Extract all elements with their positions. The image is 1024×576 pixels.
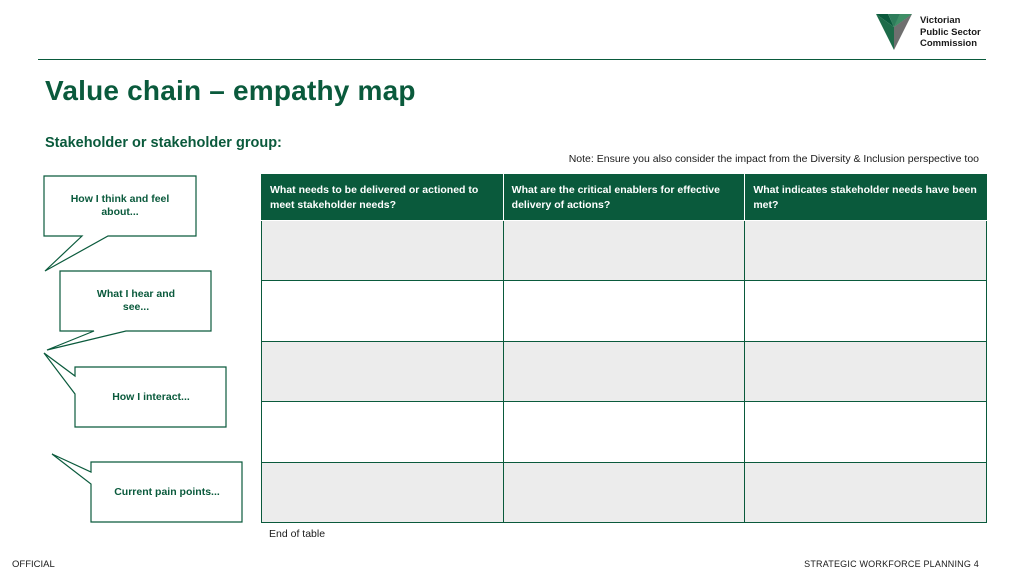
table-cell[interactable] xyxy=(503,281,745,342)
table-cell[interactable] xyxy=(503,402,745,463)
header-enablers: What are the critical enablers for effective delivery of actions? xyxy=(503,174,745,220)
bubble-hear-label: What I hear and see... xyxy=(96,288,176,313)
page-footer: STRATEGIC WORKFORCE PLANNING 4 xyxy=(804,559,979,569)
bubble-interact-label: How I interact... xyxy=(112,390,190,403)
table-cell[interactable] xyxy=(503,462,745,523)
table-cell[interactable] xyxy=(745,402,987,463)
logo-line-1: Victorian xyxy=(920,15,961,26)
table-cell[interactable] xyxy=(262,281,504,342)
table-cell[interactable] xyxy=(745,462,987,523)
table-header-row xyxy=(262,174,987,220)
diversity-note: Note: Ensure you also consider the impact from the Diversity & Inclusion perspective too xyxy=(568,153,979,165)
table-row xyxy=(262,341,987,402)
table-cell[interactable] xyxy=(745,281,987,342)
table-cell[interactable] xyxy=(503,220,745,281)
vpsc-logo-text xyxy=(920,15,981,50)
table-cell[interactable] xyxy=(262,462,504,523)
bubble-think-label: How I think and feel about... xyxy=(70,193,170,218)
classification-label: OFFICIAL xyxy=(12,559,55,570)
page-title: Value chain – empathy map xyxy=(45,75,416,106)
table-row xyxy=(262,220,987,281)
table-cell[interactable] xyxy=(745,341,987,402)
end-of-table-note: End of table xyxy=(269,528,326,540)
bubble-pain-label: Current pain points... xyxy=(114,485,220,498)
table-cell[interactable] xyxy=(262,220,504,281)
table-cell[interactable] xyxy=(503,341,745,402)
table-cell[interactable] xyxy=(262,341,504,402)
table-row xyxy=(262,402,987,463)
stakeholder-label: Stakeholder or stakeholder group: xyxy=(45,135,282,151)
table-row xyxy=(262,462,987,523)
logo-line-3: Commission xyxy=(920,38,978,49)
table-row xyxy=(262,281,987,342)
table-cell[interactable] xyxy=(262,402,504,463)
header-indicators: What indicates stakeholder needs have been met? xyxy=(745,174,987,220)
vpsc-logo-mark-icon xyxy=(874,12,914,52)
logo-line-2: Public Sector xyxy=(920,26,981,38)
speech-bubbles xyxy=(0,0,260,540)
header-deliverables: What needs to be delivered or actioned to meet stakeholder needs? xyxy=(262,174,504,220)
empathy-map-table xyxy=(261,174,987,523)
vpsc-logo xyxy=(874,12,981,52)
table-cell[interactable] xyxy=(745,220,987,281)
